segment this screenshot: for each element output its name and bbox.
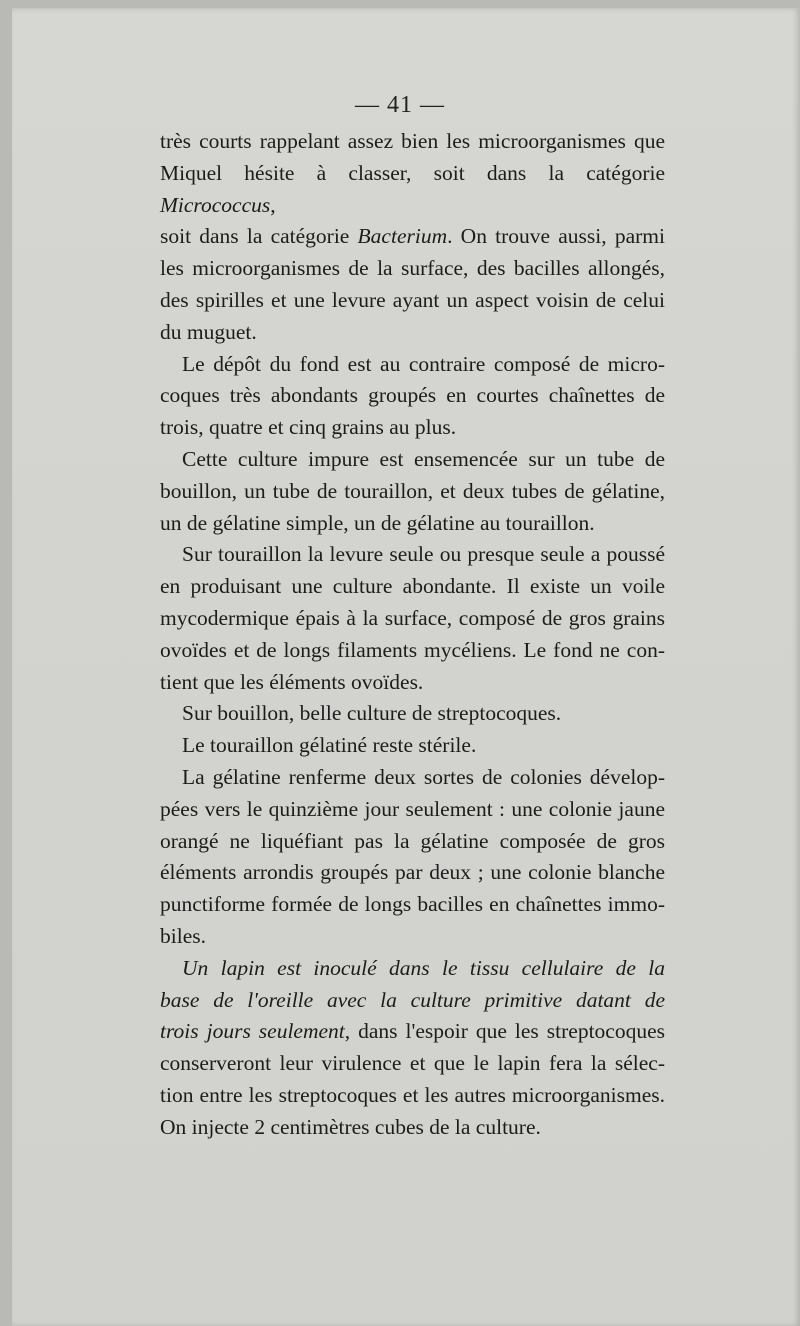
text-line: les microorganismes de la surface, des bacilles allongés, <box>160 256 665 281</box>
text-line: biles. <box>160 923 206 948</box>
text-line <box>160 985 665 1017</box>
italic-text-run: base de l'oreille avec la culture primitive datant de <box>160 987 665 1012</box>
italic-text-run: trois jours seulement <box>160 1019 345 1044</box>
text-line: Le touraillon gélatiné reste stérile. <box>182 733 477 758</box>
text-line: trois, quatre et cinq grains au plus. <box>160 415 457 440</box>
text-line: ovoïdes et de longs filaments mycéliens. Le fond ne con- <box>160 637 665 662</box>
text-line: pées vers le quinzième jour seulement : une colonie jaune <box>160 796 665 821</box>
text-line: mycodermique épais à la surface, composé de gros grains <box>160 605 665 630</box>
text-line: conserveront leur virulence et que le lapin fera la sélec- <box>160 1051 665 1076</box>
text-line: bouillon, un tube de touraillon, et deux tubes de gélatine, <box>160 478 665 503</box>
text-run: , dans l'espoir que les streptocoques <box>344 1019 665 1044</box>
text-run: . On trouve aussi, parmi <box>447 224 665 249</box>
text-line: très courts rappelant assez bien les microorganismes que <box>160 129 665 153</box>
text-line <box>160 221 665 253</box>
text-run: Miquel hésite à classer, soit dans la catégorie <box>160 160 665 185</box>
text-run: soit dans la catégorie <box>160 224 358 249</box>
text-line <box>160 158 665 222</box>
text-line: Sur touraillon la levure seule ou presque seule a poussé <box>182 542 665 567</box>
text-line: éléments arrondis groupés par deux ; une colonie blanche <box>160 860 665 885</box>
text-line: Sur bouillon, belle culture de streptocoques. <box>182 701 562 726</box>
text-line: des spirilles et une levure ayant un aspect voisin de celui <box>160 287 665 312</box>
italic-text-run: Micrococcus <box>160 192 271 217</box>
text-line: en produisant une culture abondante. Il existe un voile <box>160 574 665 599</box>
text-line: Cette culture impure est ensemencée sur un tube de <box>182 446 665 471</box>
text-line: La gélatine renferme deux sortes de colonies dévelop- <box>182 764 665 789</box>
text-line: du muguet. <box>160 319 257 344</box>
body-text <box>160 126 665 1144</box>
page-number: — 41 — <box>355 92 445 118</box>
text-line: punctiforme formée de longs bacilles en chaînettes immo- <box>160 892 665 917</box>
italic-text-run: Un lapin est inoculé dans le tissu cellulaire de la <box>182 955 665 980</box>
text-line: tient que les éléments ovoïdes. <box>160 669 424 694</box>
text-line <box>160 1016 665 1048</box>
text-line: orangé ne liquéfiant pas la gélatine composée de gros <box>160 828 665 853</box>
text-line: Le dépôt du fond est au contraire composé de micro- <box>182 351 665 376</box>
text-line <box>160 953 665 985</box>
text-line: On injecte 2 centimètres cubes de la culture. <box>160 1114 541 1139</box>
text-line: coques très abondants groupés en courtes chaînettes de <box>160 383 665 408</box>
text-line: tion entre les streptocoques et les autres microorganismes. <box>160 1082 665 1107</box>
text-line: un de gélatine simple, un de gélatine au touraillon. <box>160 510 595 535</box>
text-run: , <box>270 192 276 217</box>
italic-text-run: Bacterium <box>357 224 448 249</box>
